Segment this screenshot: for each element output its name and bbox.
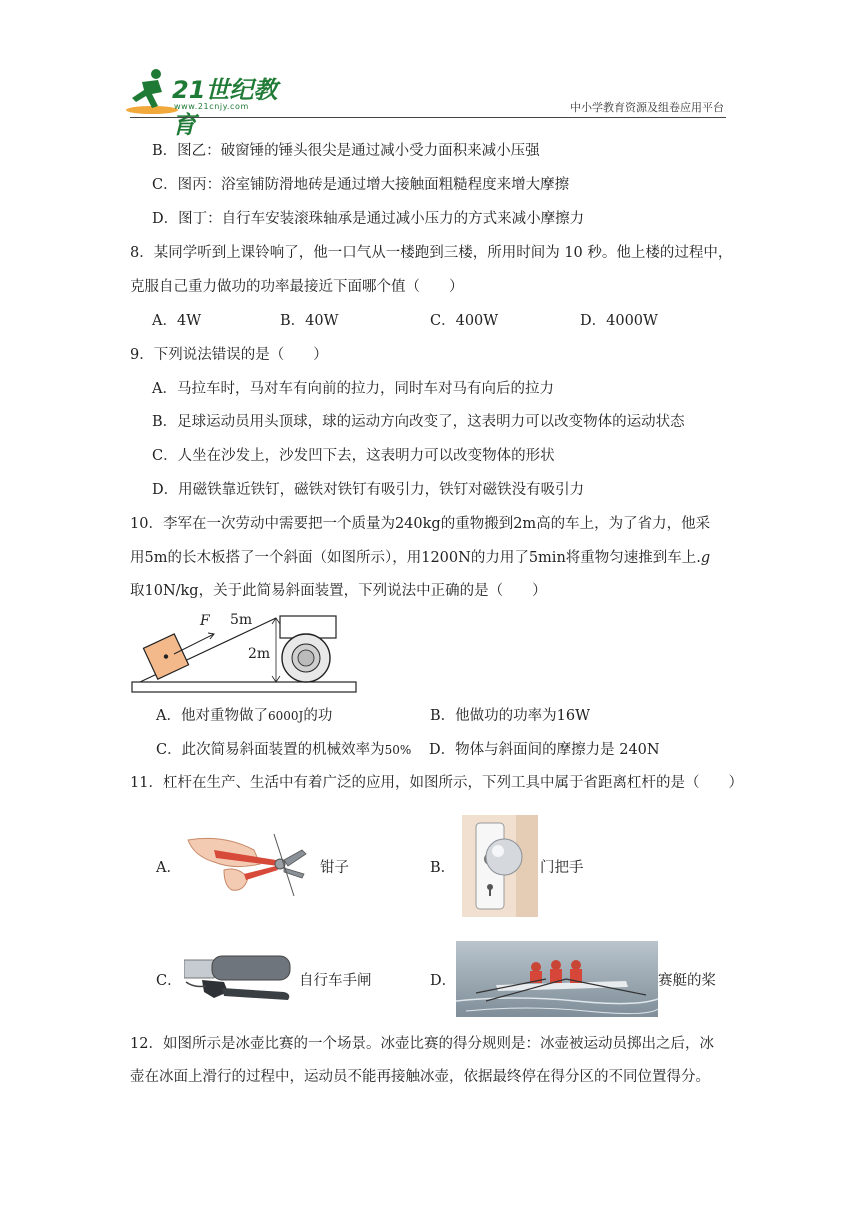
- rowing-boat-icon: [456, 941, 658, 1017]
- q9-stem: 9．下列说法错误的是（ ）: [130, 347, 328, 363]
- q10-option-c: C．此次简易斜面装置的机械效率为50%: [156, 742, 412, 758]
- force-label: F: [200, 613, 210, 629]
- q8-option-a: A．4W: [152, 313, 202, 329]
- door-knob-icon: [462, 815, 538, 917]
- q7-option-c: C．图丙：浴室铺防滑地砖是通过增大接触面粗糙程度来增大摩擦: [152, 177, 570, 193]
- q8-stem-line2: 克服自己重力做功的功率最接近下面哪个值（ ）: [130, 279, 464, 295]
- q8-stem-line1: 8．某同学听到上课铃响了，他一口气从一楼跑到三楼，所用时间为 10 秒。他上楼的过程中，: [130, 245, 733, 261]
- bike-brake-icon: [184, 952, 296, 1014]
- q7-option-d: D．图丁：自行车安装滚珠轴承是通过减小压力的方式来减小摩擦力: [152, 211, 585, 227]
- platform-name: 中小学教育资源及组卷应用平台: [570, 101, 724, 114]
- logo-text: 21世纪教育: [172, 76, 278, 139]
- runner-icon: [122, 66, 178, 118]
- brand-logo: [122, 66, 292, 139]
- q11-option-b-letter: B．: [430, 860, 456, 876]
- q11-stem: 11．杠杆在生产、生活中有着广泛的应用，如图所示，下列工具中属于省距离杠杆的是（ ）: [130, 775, 743, 791]
- q11-option-d-letter: D．: [430, 973, 457, 989]
- incline-figure: [130, 608, 360, 696]
- q11-option-a-letter: A．: [156, 860, 181, 876]
- q9-option-d: D．用磁铁靠近铁钉，磁铁对铁钉有吸引力，铁钉对磁铁没有吸引力: [152, 482, 585, 498]
- q8-option-d: D．4000W: [580, 313, 658, 329]
- q12-stem-line2: 壶在冰面上滑行的过程中，运动员不能再接触冰壶，依据最终停在得分区的不同位置得分。: [130, 1069, 710, 1085]
- length-label: 5m: [230, 612, 253, 628]
- q11-option-d-label: 赛艇的桨: [658, 973, 716, 989]
- q10-option-b: B．他做功的功率为16W: [430, 708, 591, 724]
- pliers-icon: [184, 830, 314, 900]
- height-label: 2m: [248, 646, 271, 662]
- q10-option-a: A．他对重物做了6000J的功: [156, 708, 333, 724]
- q10-option-d: D．物体与斜面间的摩擦力是 240N: [429, 742, 660, 758]
- q8-option-b: B．40W: [280, 313, 339, 329]
- header-divider: [130, 117, 726, 118]
- q10-stem-line3: 取10N/kg，关于此简易斜面装置，下列说法中正确的是（ ）: [130, 583, 547, 599]
- q9-option-c: C．人坐在沙发上，沙发凹下去，这表明力可以改变物体的形状: [152, 448, 555, 464]
- logo-url: www.21cnjy.com: [174, 102, 249, 111]
- q9-option-b: B．足球运动员用头顶球，球的运动方向改变了，这表明力可以改变物体的运动状态: [152, 414, 685, 430]
- q7-option-b: B．图乙：破窗锤的锤头很尖是通过减小受力面积来减小压强: [152, 143, 540, 159]
- q8-option-c: C．400W: [430, 313, 499, 329]
- q11-option-c-label: 自行车手闸: [299, 973, 372, 989]
- q10-stem-line1: 10．李军在一次劳动中需要把一个质量为240kg的重物搬到2m高的车上，为了省力，他采: [130, 516, 711, 532]
- q11-option-b-label: 门把手: [540, 860, 584, 876]
- q11-option-a-label: 钳子: [320, 860, 349, 876]
- q12-stem-line1: 12．如图所示是冰壶比赛的一个场景。冰壶比赛的得分规则是：冰壶被运动员掷出之后，冰: [130, 1036, 714, 1052]
- q11-option-c-letter: C．: [156, 973, 182, 989]
- q10-stem-line2: 用5m的长木板搭了一个斜面（如图所示），用1200N的力用了5min将重物匀速推到车上.g: [130, 550, 711, 566]
- q9-option-a: A．马拉车时，马对车有向前的拉力，同时车对马有向后的拉力: [152, 381, 554, 397]
